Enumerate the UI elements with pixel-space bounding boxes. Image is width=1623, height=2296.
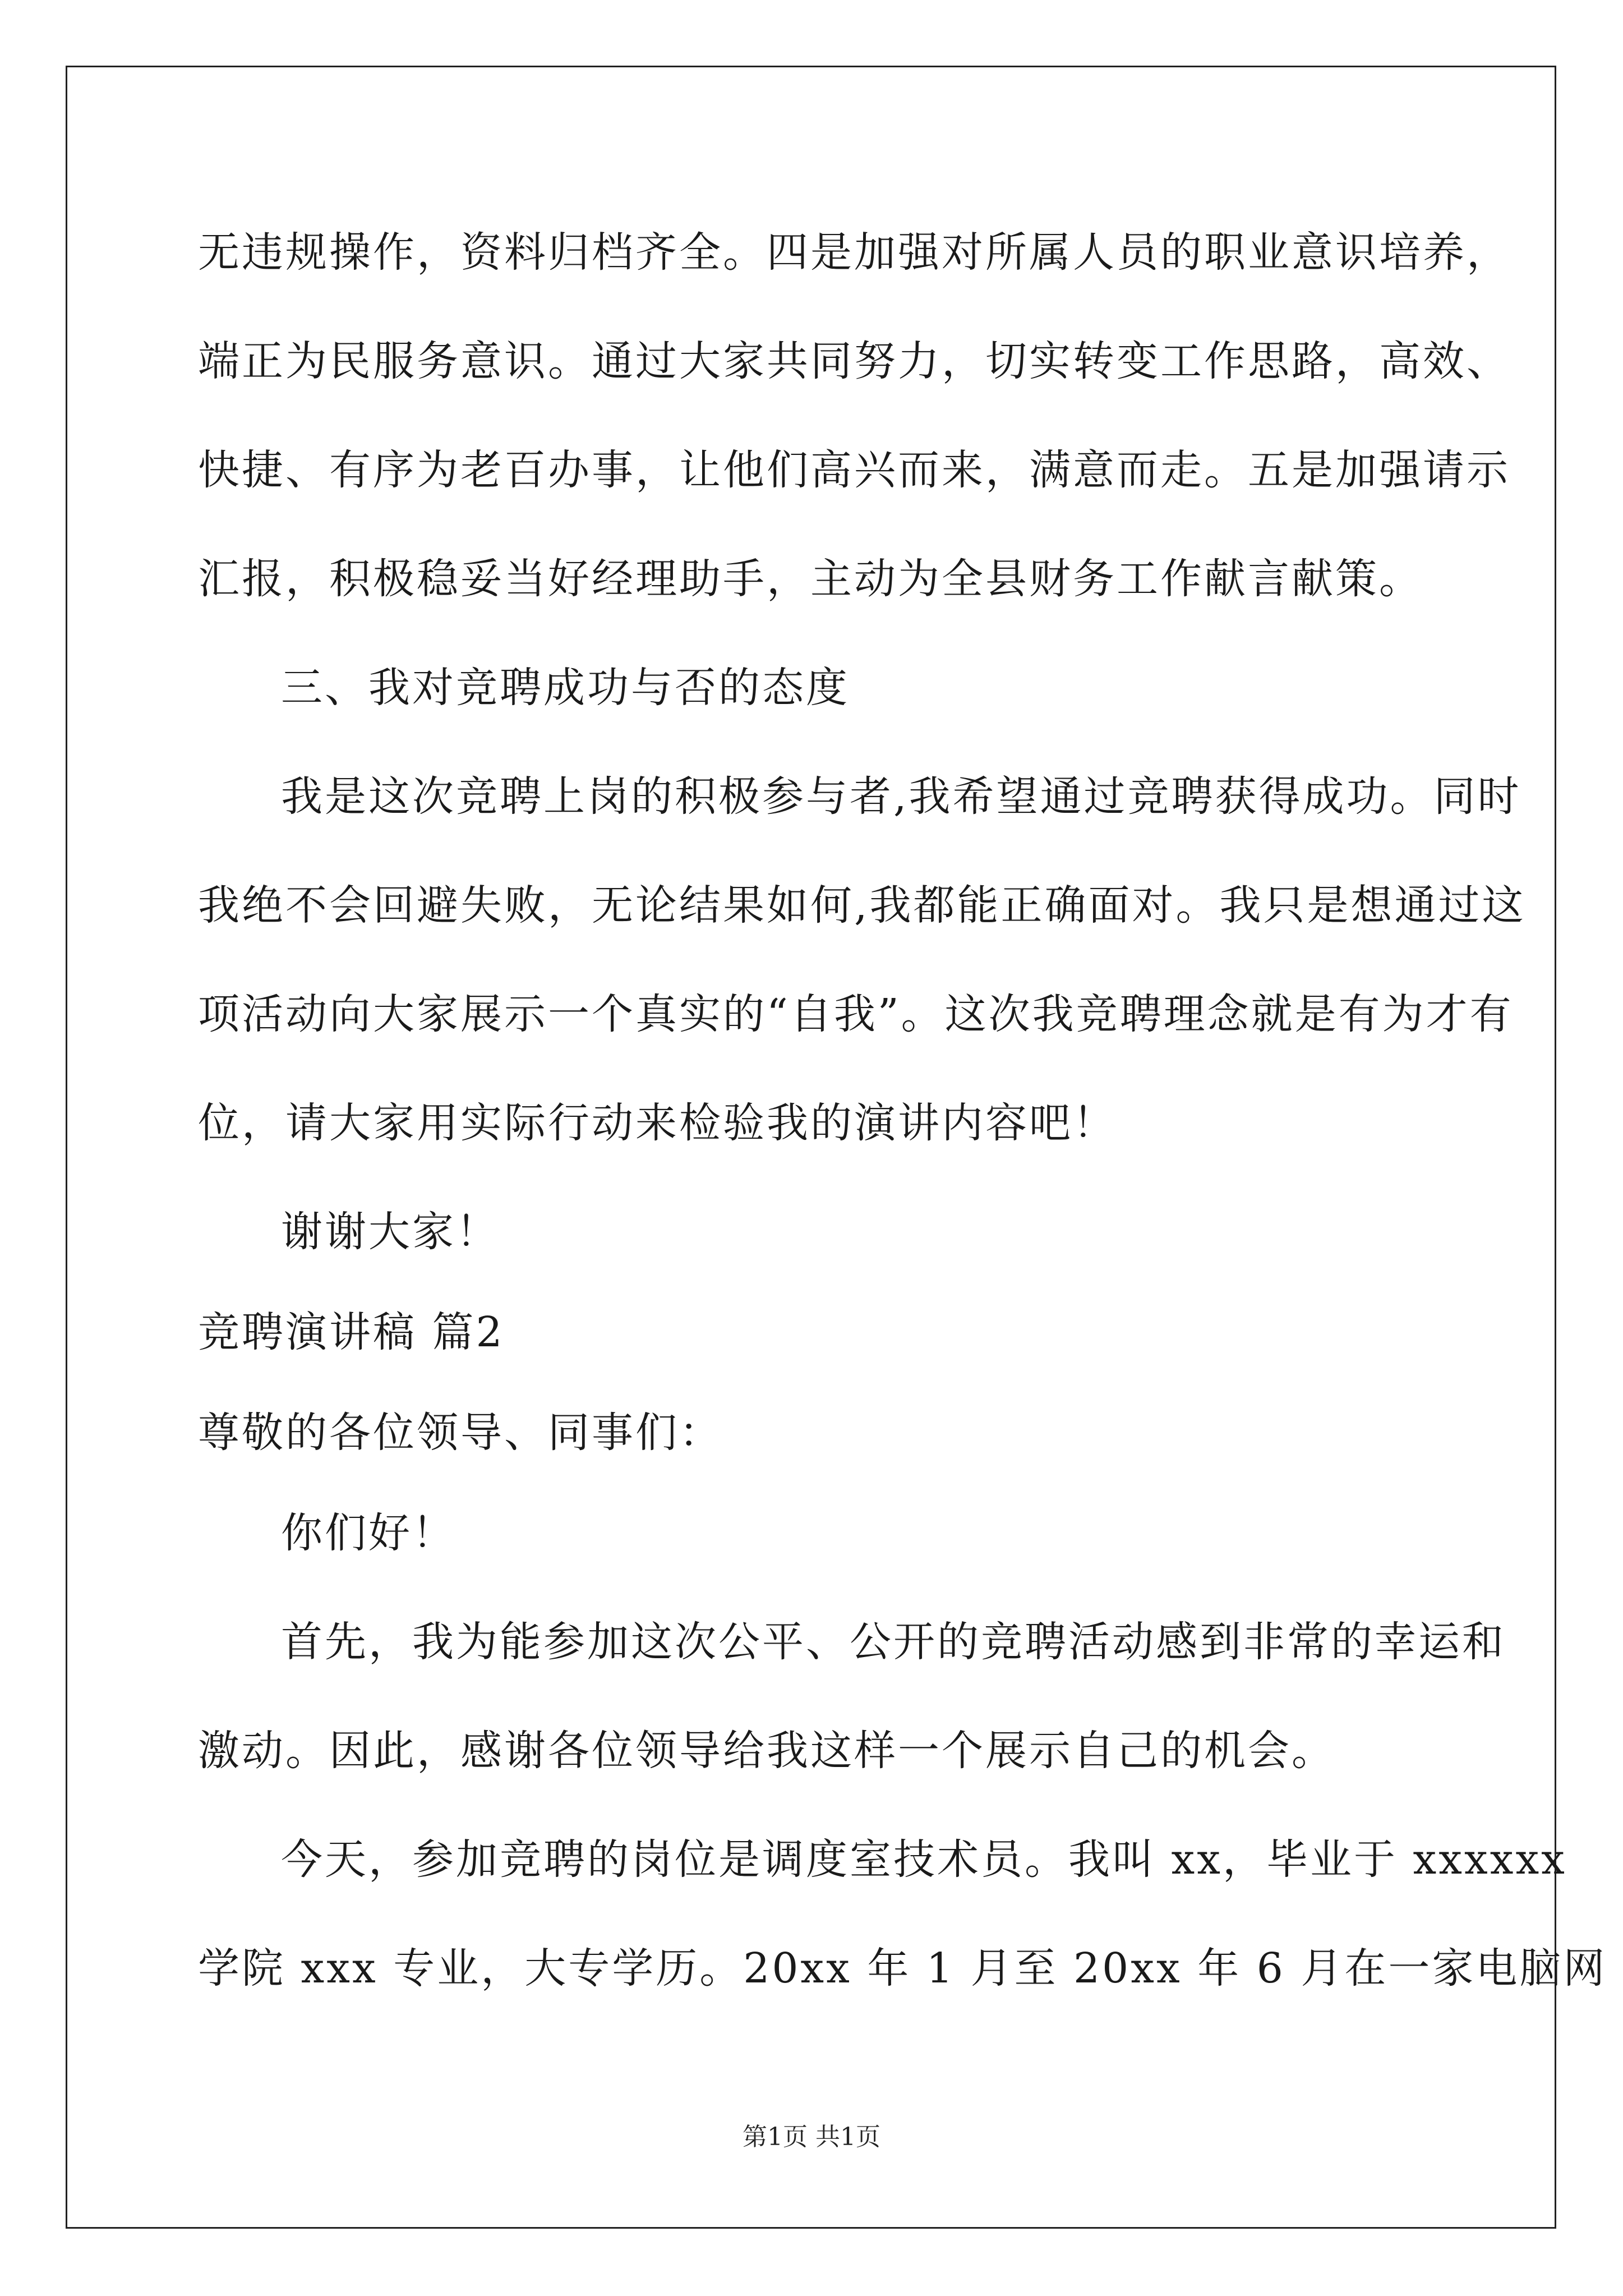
section-title: 竞聘演讲稿 篇2 [198, 1308, 505, 1356]
text-line: 汇报，积极稳妥当好经理助手，主动为全县财务工作献言献策。 [198, 555, 1423, 603]
page-number: 第1页 共1页 [743, 2123, 880, 2151]
text-line: 项活动向大家展示一个真实的“自我”。这次我竞聘理念就是有为才有 [198, 990, 1514, 1038]
text-line: 快捷、有序为老百办事，让他们高兴而来，满意而走。五是加强请示 [198, 446, 1510, 494]
text-line: 首先，我为能参加这次公平、公开的竞聘活动感到非常的幸运和 [281, 1618, 1506, 1666]
text-line: 我是这次竞聘上岗的积极参与者,我希望通过竞聘获得成功。同时 [281, 772, 1521, 821]
text-line: 位，请大家用实际行动来检验我的演讲内容吧！ [198, 1099, 1117, 1147]
text-line: 端正为民服务意识。通过大家共同努力，切实转变工作思路，高效、 [198, 337, 1510, 385]
section-heading: 三、我对竞聘成功与否的态度 [281, 664, 850, 712]
greeting: 你们好！ [281, 1509, 456, 1557]
salutation: 尊敬的各位领导、同事们： [198, 1409, 723, 1457]
text-line: 学院 xxx 专业，大专学历。20xx 年 1 月至 20xx 年 6 月在一家电脑网 [198, 1944, 1607, 1993]
text-line: 激动。因此，感谢各位领导给我这样一个展示自己的机会。 [198, 1727, 1335, 1775]
text-line: 今天，参加竞聘的岗位是调度室技术员。我叫 xx，毕业于 xxxxxx [281, 1835, 1567, 1884]
text-line: 无违规操作，资料归档齐全。四是加强对所属人员的职业意识培养， [198, 228, 1510, 277]
text-line: 我绝不会回避失败，无论结果如何,我都能正确面对。我只是想通过这 [198, 881, 1526, 930]
text-line: 谢谢大家！ [281, 1208, 500, 1256]
